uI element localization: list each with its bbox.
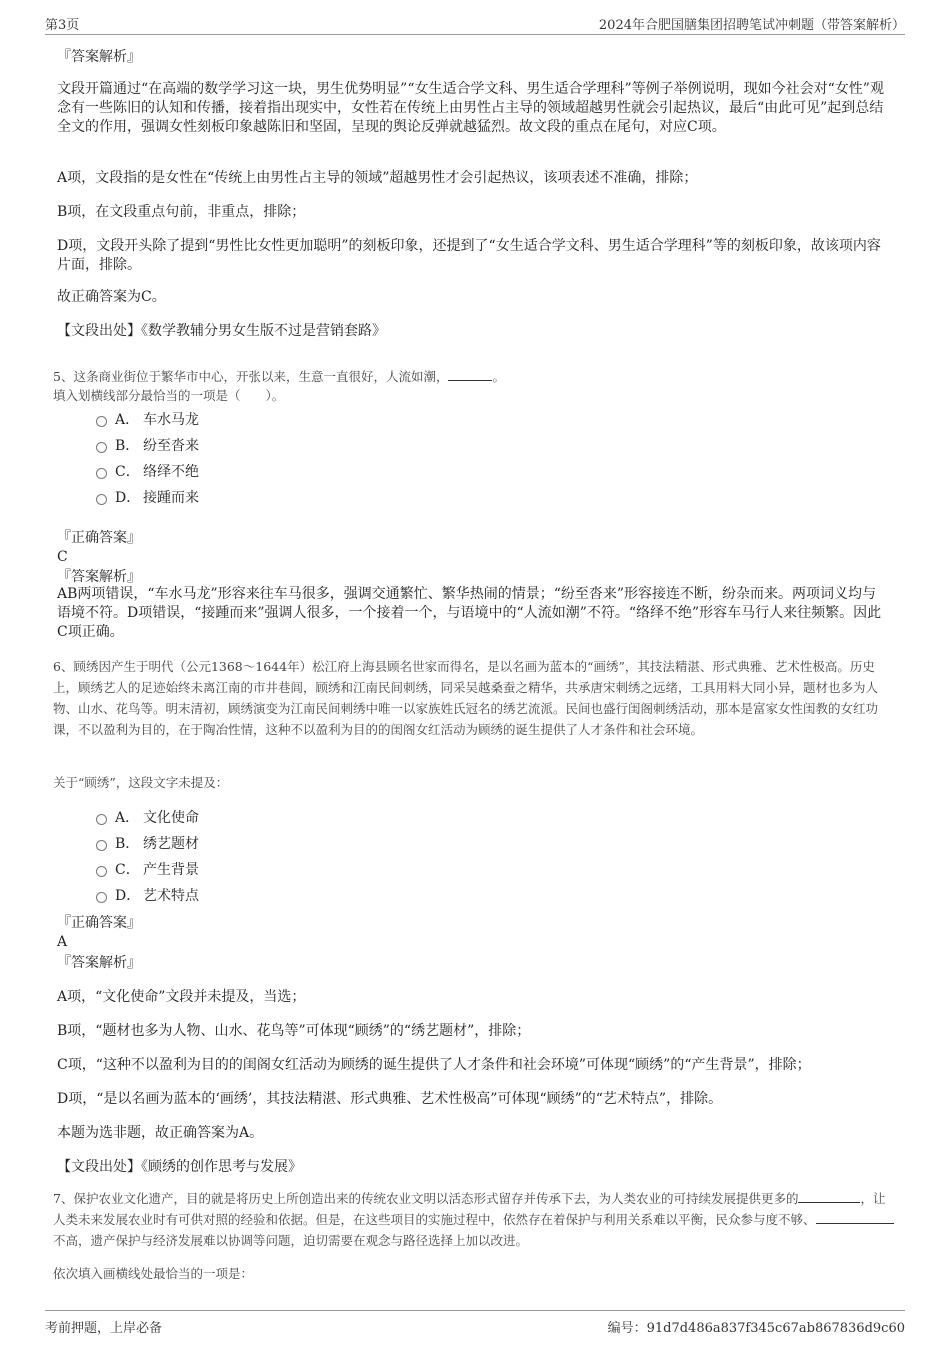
q6-question: 关于“顾绣”，这段文字未提及： [53, 775, 229, 790]
page-number: 第3页 [45, 18, 80, 33]
q5-option-c[interactable]: C． 络绎不绝 [96, 462, 199, 482]
q7-blank-1 [798, 1189, 860, 1203]
page-footer [45, 1310, 905, 1337]
q6-option-b[interactable]: B． 绣艺题材 [96, 834, 199, 854]
radio-icon[interactable] [96, 416, 107, 427]
q4-option-d-analysis: D项，文段开头除了提到“男性比女性更加聪明”的刻板印象，还提到了“女生适合学文科、男生适合学理科”等的刻板印象，故该项内容片面，排除。 [57, 238, 881, 273]
q5-stem [53, 366, 895, 387]
q6-option-c-analysis: C项，“这种不以盈利为目的的闺阁女红活动为顾绣的诞生提供了人才条件和社会环境”可体现“顾绣”的“产生背景”，排除； [57, 1057, 811, 1073]
q6-option-b-analysis: B项，“题材也多为人物、山水、花鸟等”可体现“顾绣”的“绣艺题材”，排除； [57, 1023, 531, 1039]
q6-option-c[interactable]: C． 产生背景 [96, 860, 199, 880]
q5-answer-label: 『正确答案』 [57, 530, 141, 546]
q6-option-d[interactable]: D． 艺术特点 [96, 886, 199, 906]
q6-analysis-label: 『答案解析』 [57, 955, 141, 971]
q5-answer: C [57, 549, 68, 565]
radio-icon[interactable] [96, 892, 107, 903]
radio-icon[interactable] [96, 468, 107, 479]
document-title: 2024年合肥国膳集团招聘笔试冲刺题（带答案解析） [598, 18, 905, 33]
q6-conclusion: 本题为选非题，故正确答案为A。 [57, 1125, 264, 1141]
q5-blank [448, 367, 492, 381]
q5-option-a[interactable]: A． 车水马龙 [96, 410, 199, 430]
q4-conclusion: 故正确答案为C。 [57, 289, 166, 305]
q5-instruction: 填入划横线部分最恰当的一项是（ ）。 [53, 388, 285, 403]
document-id: 编号：91d7d486a837f345c67ab867836d9c60 [607, 1321, 905, 1336]
q4-option-b-analysis: B项，在文段重点句前，非重点，排除； [57, 204, 306, 220]
q5-analysis-label: 『答案解析』 [57, 569, 141, 585]
q6-source: 【文段出处】《顾绣的创作思考与发展》 [57, 1159, 302, 1175]
q7-stem: 7、保护农业文化遗产，目的就是将历史上所创造出来的传统农业文明以活态形式留存并传承下去，为人类农业的可持续发展提供更多的 ，让人类未来发展农业时有可供对照的经验和依据。但是，在这些项目的实施过程中，依然存在着保护与利用关系难以平衡，民众参与度不够、不高，遗产保护与经济发展难以协调等问题，迫切需要在观念与路径选择上加以改进。 [53, 1188, 895, 1251]
q6-option-a[interactable]: A． 文化使命 [96, 808, 199, 828]
q6-answer-label: 『正确答案』 [57, 915, 141, 931]
radio-icon[interactable] [96, 866, 107, 877]
q5-option-d[interactable]: D． 接踵而来 [96, 488, 199, 508]
q7-blank-2 [816, 1210, 894, 1224]
q6-option-d-analysis: D项，“是以名画为蓝本的‘画绣’，其技法精湛、形式典雅、艺术性极高”可体现“顾绣”的“艺术特点”，排除。 [57, 1091, 723, 1107]
radio-icon[interactable] [96, 814, 107, 825]
q6-answer: A [57, 934, 68, 950]
radio-icon[interactable] [96, 840, 107, 851]
q5-analysis-text: AB两项错误，“车水马龙”形容来往车马很多，强调交通繁忙、繁华热闹的情景；“纷至沓来”形容接连不断，纷杂而来。两项词义均与语境不符。D项错误，“接踵而来”强调人很多，一个接着一个，与语境中的“人流如潮”不符。“络绎不绝”形容车马行人来往频繁。因此C项正确。 [57, 586, 882, 640]
q5-option-b[interactable]: B． 纷至沓来 [96, 436, 199, 456]
q5-stem-text: 5、这条商业街位于繁华市中心，开张以来，生意一直很好，人流如潮， [53, 369, 449, 384]
q6-option-a-analysis: A项，“文化使命”文段并未提及，当选； [57, 989, 306, 1005]
q4-analysis-label: 『答案解析』 [57, 49, 141, 65]
q6-stem: 6、顾绣因产生于明代（公元1368～1644年）松江府上海县顾名世家而得名，是以名画为蓝本的“画绣”，其技法精湛、形式典雅、艺术性极高。历史上，顾绣艺人的足迹始终未离江南的市井巷闾，顾绣和江南民间刺绣，同采吴越桑蚕之精华，共承唐宋刺绣之远绪，工具用料大同小异，题材也多为人物、山水、花鸟等。明末清初，顾绣演变为江南民间刺绣中唯一以家族姓氏冠名的绣艺流派。民间也盛行闺阁刺绣活动，那本是富家女性闺教的女红功课，不以盈利为目的，在于陶冶性情，这种不以盈利为目的的闺阁女红活动为顾绣的诞生提供了人才条件和社会环境。 [53, 659, 879, 737]
q7-question: 依次填入画横线处最恰当的一项是： [53, 1266, 254, 1281]
q4-analysis-text: 文段开篇通过“在高端的数学学习这一块，男生优势明显”“女生适合学文科、男生适合学理科”等例子举例说明，现如今社会对“女性”观念有一些陈旧的认知和传播，接着指出现实中，女性若在传统上由男性占主导的领域超越男性就会引起热议，最后“由此可见”起到总结全文的作用，强调女性刻板印象越陈旧和坚固，呈现的舆论反弹就越猛烈。故文段的重点在尾句，对应C项。 [57, 81, 884, 135]
q5-stem-end: 。 [492, 369, 505, 384]
footer-slogan: 考前押题，上岸必备 [45, 1321, 163, 1336]
radio-icon[interactable] [96, 442, 107, 453]
q4-option-a-analysis: A项，文段指的是女性在“传统上由男性占主导的领域”超越男性才会引起热议，该项表述不准确，排除； [57, 170, 698, 186]
q4-source: 【文段出处】《数学教辅分男女生版不过是营销套路》 [57, 323, 386, 339]
page-header [45, 10, 905, 35]
radio-icon[interactable] [96, 494, 107, 505]
